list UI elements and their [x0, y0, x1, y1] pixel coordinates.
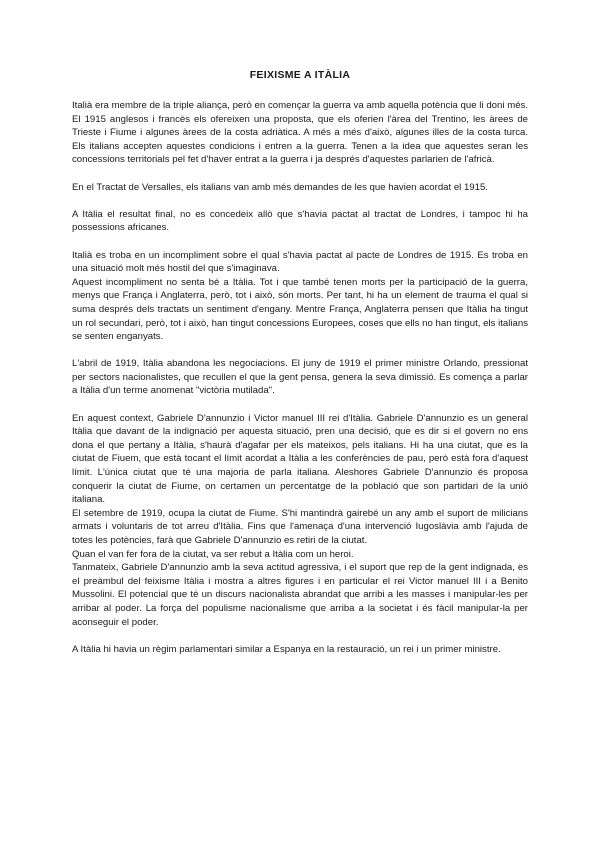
paragraph: A Itàlia hi havia un règim parlamentari similar a Espanya en la restauració, un rei i un primer ministre. — [72, 643, 501, 655]
paragraph-spacer — [72, 235, 528, 249]
paragraph-spacer — [72, 629, 528, 643]
paragraph: Italià era membre de la triple aliança, però en començar la guerra va amb aquella potència que li doni més. El 1915 anglesos i francès els ofereixen una proposta, que els oferien l'àrea del Trentino, les àrees de Trieste i Fiume i algunes àrees de la costa adriàtica. A més a més d'això, algunes illes de la costa turca. Els italians accepten aquestes condicions i entren a la guerra. Tenen a la idea que aquestes seran les concessions territorials pel fet d'haver entrat a la guerra i ja després d'aquestes parlarien de l'africà. — [72, 100, 528, 166]
paragraph: El setembre de 1919, ocupa la ciutat de Fiume. S'hi mantindrà gairebé un any amb el suport de milicians armats i voluntaris de tot arreu d'Itàlia. Fins que l'amenaça d'una intervenció Iugoslàvia amb l'ajuda de totes les potències, farà que Gabriele D'annunzio es retiri de la ciutat. — [72, 507, 528, 546]
paragraph: L'abril de 1919, Itàlia abandona les negociacions. El juny de 1919 el primer ministre Orlando, pressionat per sectors nacionalistes, que recullen el que la gent pensa, genera la seva dimissió. Es comença a parlar a Itàlia d'un terme anomenat "victòria mutilada". — [72, 358, 528, 397]
paragraph: Italià es troba en un incompliment sobre el qual s'havia pactat al pacte de Londres de 1915. Es troba en una situació molt més hostil del que s'imaginava. — [72, 249, 528, 275]
page-title: FEIXISME A ITÀLIA — [249, 69, 351, 81]
paragraph-spacer — [72, 194, 528, 208]
paragraph: A Itàlia el resultat final, no es concedeix allò que s'havia pactat al tractat de Londres, i tampoc hi ha possessions africanes. — [72, 208, 528, 234]
document-body — [72, 99, 528, 656]
paragraph-spacer — [72, 398, 528, 412]
paragraph: Aquest incompliment no senta bé a Itàlia. Tot i que també tenen morts per la participació de la guerra, menys que França i Anglaterra, però, tot i això, són morts. Per tant, hi ha un element de trauma el qual si suma després dels tractats un sentiment d'engany. Mentre França, Anglaterra pensen que Itàlia ha tingut un rol secundari, però, tot i això, han tingut concessions Europees, coses que ells no han tingut, els italians se senten enganyats. — [72, 276, 528, 343]
paragraph: En aquest context, Gabriele D'annunzio i Victor manuel III rei d'Itàlia. Gabriele D'annunzio es un general Itàlia que davant de la indignació per aquesta situació, pren una decisió, que es dir si el govern no ens dona el que pertany a Itàlia, s'haurà d'agafar per els mateixos, pels italians. Hi ha una ciutat, que es la ciutat de Fiuem, que està tocant el límit acordat a Itàlia a les conferències de pau, però està fora d'aquest límit. L'única ciutat que té una majoria de parla italiana. Aleshores Gabriele D'annunzio és proposa conquerir la ciutat de Fiume, on certamen un percentatge de la població que son partidari de la unió italiana. — [72, 412, 528, 506]
paragraph: En el Tractat de Versalles, els italians van amb més demandes de les que havien acordat el 1915. — [72, 181, 488, 193]
paragraph-spacer — [72, 167, 528, 181]
paragraph: Tanmateix, Gabriele D'annunzio amb la seva actitud agressiva, i el suport que rep de la gent indignada, es el preàmbul del feixisme Itàlia i mostra a altres figures i en particular el rei Victor manuel III i a Benito Mussolini. El potencial que té un discurs nacionalista abrandat que arribi a les masses i manipular-les per arribar al poder. La força del populisme nacionalisme que arriba a la societat i és fàcil manipular-la per aconseguir el poder. — [72, 562, 528, 628]
paragraph-spacer — [72, 344, 528, 358]
paragraph: Quan el van fer fora de la ciutat, va ser rebut a Itàlia com un heroi. — [72, 548, 354, 560]
